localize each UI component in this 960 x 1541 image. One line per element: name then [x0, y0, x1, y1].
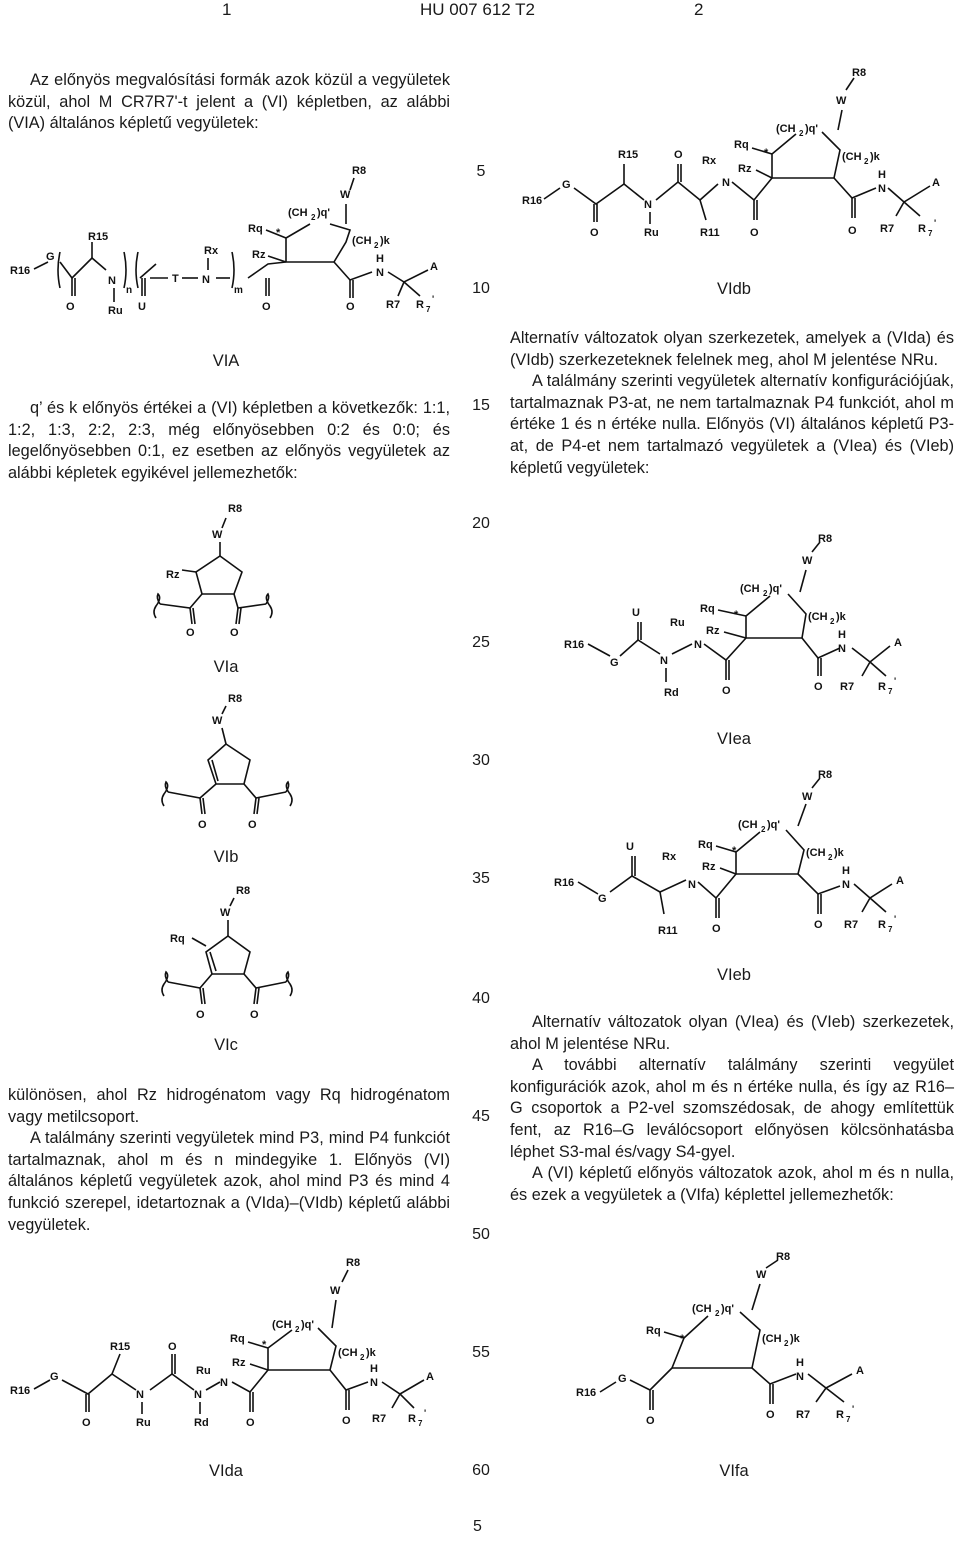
svg-text:T: T — [172, 273, 179, 285]
svg-text:O: O — [198, 819, 207, 831]
svg-text:N: N — [220, 1377, 228, 1389]
svg-text:A: A — [856, 1365, 864, 1377]
svg-text:Rz: Rz — [706, 625, 720, 637]
svg-text:N: N — [136, 1389, 144, 1401]
structure-VIda — [0, 1250, 460, 1440]
svg-text:(CH: (CH — [740, 583, 760, 595]
svg-text:': ' — [424, 1408, 427, 1418]
svg-text:(CH: (CH — [806, 847, 826, 859]
svg-text:)k: )k — [790, 1333, 800, 1345]
svg-text:2: 2 — [799, 129, 804, 138]
svg-text:O: O — [230, 627, 239, 639]
svg-text:H: H — [838, 629, 846, 641]
svg-text:W: W — [220, 907, 231, 919]
line-number: 5 — [476, 163, 486, 180]
svg-text:O: O — [814, 919, 823, 931]
svg-text:A: A — [896, 875, 904, 887]
svg-text:2: 2 — [311, 213, 316, 222]
line-number: 45 — [472, 1108, 490, 1125]
svg-text:': ' — [852, 1404, 855, 1414]
svg-text:': ' — [432, 294, 435, 304]
svg-text:Rz: Rz — [702, 861, 716, 873]
structure-VIeb — [540, 768, 940, 958]
svg-text:*: * — [734, 609, 739, 621]
svg-text:R: R — [416, 299, 424, 311]
svg-text:(CH: (CH — [338, 1347, 358, 1359]
svg-text:W: W — [802, 791, 813, 803]
svg-text:U: U — [626, 841, 634, 853]
svg-text:O: O — [168, 1341, 177, 1353]
svg-text:O: O — [196, 1009, 205, 1021]
svg-text:N: N — [694, 639, 702, 651]
svg-text:N: N — [644, 199, 652, 211]
svg-text:O: O — [346, 301, 355, 313]
svg-text:Ru: Ru — [136, 1417, 151, 1429]
right-page-number: 2 — [694, 0, 704, 19]
svg-text:A: A — [894, 637, 902, 649]
svg-text:Ru: Ru — [644, 227, 659, 239]
svg-text:H: H — [370, 1363, 378, 1375]
svg-text:R7: R7 — [386, 299, 401, 311]
svg-text:(CH: (CH — [842, 151, 862, 163]
structure-VIc — [140, 880, 310, 1028]
line-number: 35 — [472, 870, 490, 887]
paragraph-text: Az előnyös megvalósítási formák azok közül a vegyületek közül, ahol M CR7R7'-t jelent a (VI) képletben, az alábbi (VIA) általános képletű vegyületek: — [8, 71, 450, 133]
svg-text:)q': )q' — [769, 583, 782, 595]
right-paragraph-2 — [510, 1012, 954, 1206]
right-paragraph-1 — [510, 328, 954, 479]
svg-text:H: H — [878, 169, 886, 181]
left-paragraph-2 — [8, 398, 450, 484]
svg-text:O: O — [750, 227, 759, 239]
svg-text:A: A — [426, 1371, 434, 1383]
svg-text:(CH: (CH — [738, 819, 758, 831]
svg-text:W: W — [836, 95, 847, 107]
svg-text:R16: R16 — [554, 877, 575, 889]
svg-text:N: N — [722, 177, 730, 189]
svg-text:R16: R16 — [10, 1385, 31, 1397]
svg-text:(CH: (CH — [692, 1303, 712, 1315]
line-number: 15 — [472, 397, 490, 414]
svg-text:)q': )q' — [767, 819, 780, 831]
svg-text:R8: R8 — [776, 1251, 791, 1263]
paragraph-text: A találmány szerinti vegyületek mind P3, mind P4 funkciót tartalmaznak, ahol m és n mindegyike 1. Előnyös (VI) általános képletű vegyületek azok, ahol mind P3 és mind 4 funkció szerepel, idetartoznak a (VIda)–(VIdb) képletű alábbi vegyületek. — [8, 1129, 450, 1234]
svg-text:R8: R8 — [852, 67, 867, 79]
svg-text:R15: R15 — [88, 231, 109, 243]
svg-text:N: N — [202, 274, 210, 286]
svg-text:R11: R11 — [700, 227, 720, 239]
svg-text:7: 7 — [846, 1415, 851, 1424]
svg-text:Rx: Rx — [662, 851, 677, 863]
svg-text:G: G — [618, 1373, 627, 1385]
svg-text:R15: R15 — [110, 1341, 131, 1353]
svg-text:2: 2 — [374, 241, 379, 250]
structure-VIdb — [500, 60, 960, 250]
svg-text:O: O — [66, 301, 75, 313]
svg-text:U: U — [138, 301, 146, 313]
svg-text:(CH: (CH — [352, 235, 372, 247]
caption-VIfa: VIfa — [719, 1462, 749, 1480]
svg-text:O: O — [590, 227, 599, 239]
svg-text:G: G — [50, 1371, 59, 1383]
paragraph-text: különösen, ahol Rz hidrogénatom vagy Rq hidrogénatom vagy metilcsoport. — [8, 1086, 450, 1126]
svg-text:': ' — [894, 914, 897, 924]
line-number: 25 — [472, 634, 490, 651]
svg-text:R8: R8 — [346, 1257, 361, 1269]
svg-text:)q': )q' — [301, 1319, 314, 1331]
svg-text:(CH: (CH — [776, 123, 796, 135]
svg-text:Rq: Rq — [170, 933, 185, 945]
svg-text:R8: R8 — [352, 165, 367, 177]
caption-VIA: VIA — [212, 352, 240, 370]
svg-text:2: 2 — [761, 825, 766, 834]
caption-VIda: VIda — [209, 1462, 243, 1480]
svg-text:)q': )q' — [805, 123, 818, 135]
svg-text:m: m — [234, 285, 243, 296]
line-number: 50 — [472, 1226, 490, 1243]
svg-text:Rz: Rz — [252, 249, 266, 261]
line-number: 40 — [472, 990, 490, 1007]
paragraph-text: A további alternatív találmány szerinti vegyület konfigurációk azok, ahol m és n értéke nulla, és így az R16–G csoportok a P2-vel szomszédosak, de ahogy említettük fent, az R16–G leválócsoport előnyösen kölcsönhatásba léphet S3-mal és/vagy S4-gyel. — [510, 1056, 954, 1161]
line-number: 10 — [472, 280, 490, 297]
svg-text:A: A — [430, 261, 438, 273]
svg-text:7: 7 — [928, 229, 933, 238]
svg-text:)k: )k — [380, 235, 390, 247]
svg-text:R16: R16 — [576, 1387, 597, 1399]
svg-text:N: N — [370, 1377, 378, 1389]
svg-text:O: O — [848, 225, 857, 237]
paragraph-text: q’ és k előnyös értékei a (VI) képletben a következők: 1:1, 1:2, 1:3, 2:2, 2:3, még előnyösebben 0:2 és 0:0; és legelőnyösebben 0:1, ez esetben az előnyös vegyületek az alábbi képletek egyikével jellemezhetők: — [8, 399, 450, 482]
svg-text:N: N — [194, 1389, 202, 1401]
svg-text:R7: R7 — [372, 1413, 387, 1425]
svg-text:*: * — [732, 845, 737, 857]
left-paragraph-1 — [8, 70, 450, 135]
svg-text:': ' — [934, 218, 937, 228]
svg-text:7: 7 — [418, 1419, 423, 1428]
svg-text:W: W — [212, 715, 223, 727]
svg-text:2: 2 — [828, 853, 833, 862]
svg-text:Rq: Rq — [248, 223, 263, 235]
line-number: 60 — [472, 1462, 490, 1479]
svg-text:R7: R7 — [840, 681, 855, 693]
structure-VIa — [140, 500, 310, 650]
caption-VIa: VIa — [213, 658, 239, 676]
svg-text:R: R — [408, 1413, 416, 1425]
svg-text:7: 7 — [888, 687, 893, 696]
svg-text:O: O — [262, 301, 271, 313]
svg-text:O: O — [814, 681, 823, 693]
svg-text:)k: )k — [366, 1347, 376, 1359]
line-number: 20 — [472, 515, 490, 532]
structure-VIb — [140, 688, 310, 836]
caption-VIdb: VIdb — [717, 280, 751, 298]
svg-text:G: G — [610, 657, 619, 669]
svg-text:R: R — [878, 681, 886, 693]
svg-text:G: G — [46, 251, 55, 263]
svg-text:Ru: Ru — [108, 305, 123, 317]
svg-text:R11: R11 — [658, 925, 678, 937]
paragraph-text: A találmány szerinti vegyületek alternatív konfigurációjúak, tartalmaznak P3-at, ne nem tartalmaznak P4 funkciót, ahol m értéke 1 és n értéke nulla. Előnyös (VI) általános képletű P3-at, de P4-et nem tartalmazó vegyületek a (VIea) és (VIeb) képletű vegyületek: — [510, 372, 954, 477]
svg-text:N: N — [878, 183, 886, 195]
svg-text:Rd: Rd — [664, 687, 679, 699]
svg-text:N: N — [688, 879, 696, 891]
svg-text:7: 7 — [888, 925, 893, 934]
svg-text:Ru: Ru — [670, 617, 685, 629]
svg-text:H: H — [842, 865, 850, 877]
svg-text:N: N — [660, 655, 668, 667]
svg-text:R8: R8 — [236, 885, 251, 897]
svg-text:W: W — [330, 1285, 341, 1297]
svg-text:*: * — [680, 1333, 685, 1345]
svg-text:W: W — [802, 555, 813, 567]
svg-text:O: O — [186, 627, 195, 639]
svg-text:(CH: (CH — [288, 207, 308, 219]
svg-text:R: R — [878, 919, 886, 931]
svg-text:H: H — [376, 253, 384, 265]
svg-text:R16: R16 — [10, 265, 31, 277]
caption-VIc: VIc — [214, 1036, 238, 1054]
svg-text:O: O — [82, 1417, 91, 1429]
svg-text:*: * — [262, 1339, 267, 1351]
svg-text:)k: )k — [870, 151, 880, 163]
line-number: 55 — [472, 1344, 490, 1361]
svg-text:R8: R8 — [818, 533, 833, 545]
svg-text:G: G — [598, 893, 607, 905]
svg-text:N: N — [108, 275, 116, 287]
svg-text:O: O — [674, 149, 683, 161]
svg-text:2: 2 — [784, 1339, 789, 1348]
svg-text:R8: R8 — [228, 693, 243, 705]
svg-text:2: 2 — [295, 1325, 300, 1334]
svg-text:Rq: Rq — [698, 839, 713, 851]
svg-text:Rq: Rq — [700, 603, 715, 615]
svg-text:R7: R7 — [796, 1409, 811, 1421]
svg-text:Rz: Rz — [232, 1357, 246, 1369]
svg-text:Ru: Ru — [196, 1365, 211, 1377]
svg-text:N: N — [838, 643, 846, 655]
svg-text:R16: R16 — [522, 195, 543, 207]
paragraph-text: Alternatív változatok olyan szerkezetek, amelyek a (VIda) és (VIdb) szerkezeteknek felelnek meg, ahol M jelentése NRu. — [510, 329, 954, 369]
left-paragraph-3 — [8, 1085, 450, 1236]
svg-text:(CH: (CH — [762, 1333, 782, 1345]
svg-text:Rq: Rq — [734, 139, 749, 151]
svg-text:)k: )k — [834, 847, 844, 859]
svg-text:2: 2 — [715, 1309, 720, 1318]
svg-text:W: W — [212, 529, 223, 541]
svg-text:)q': )q' — [721, 1303, 734, 1315]
caption-VIea: VIea — [717, 730, 751, 748]
left-page-number: 1 — [222, 0, 232, 19]
svg-text:R16: R16 — [564, 639, 585, 651]
svg-text:R8: R8 — [228, 503, 243, 515]
paragraph-text: A (VI) képletű előnyös változatok azok, ahol m és n nulla, és ezek a vegyületek a (VIfa) képlettel jellemezhetők: — [510, 1164, 954, 1204]
svg-text:Rx: Rx — [702, 155, 717, 167]
svg-text:n: n — [126, 285, 133, 296]
svg-text:W: W — [340, 189, 351, 201]
svg-text:O: O — [722, 685, 731, 697]
svg-text:U: U — [632, 607, 640, 619]
svg-text:R7: R7 — [844, 919, 859, 931]
svg-text:Rz: Rz — [166, 569, 180, 581]
svg-text:Rz: Rz — [738, 163, 752, 175]
paragraph-text: Alternatív változatok olyan (VIea) és (VIeb) szerkezetek, ahol M jelentése NRu. — [510, 1013, 954, 1053]
svg-text:Rx: Rx — [204, 245, 219, 257]
line-number: 30 — [472, 752, 490, 769]
svg-text:O: O — [646, 1415, 655, 1427]
svg-text:O: O — [342, 1415, 351, 1427]
svg-text:N: N — [842, 879, 850, 891]
caption-VIeb: VIeb — [717, 966, 751, 984]
svg-text:)q': )q' — [317, 207, 330, 219]
svg-text:7: 7 — [426, 305, 431, 314]
svg-text:*: * — [764, 147, 769, 159]
svg-text:O: O — [248, 819, 257, 831]
svg-text:O: O — [250, 1009, 259, 1021]
svg-text:R: R — [918, 223, 926, 235]
document-id: HU 007 612 T2 — [420, 0, 535, 19]
svg-text:R8: R8 — [818, 769, 833, 781]
svg-text:R15: R15 — [618, 149, 639, 161]
svg-text:O: O — [766, 1409, 775, 1421]
svg-text:(CH: (CH — [272, 1319, 292, 1331]
svg-text:)k: )k — [836, 611, 846, 623]
svg-text:2: 2 — [864, 157, 869, 166]
svg-text:O: O — [246, 1417, 255, 1429]
svg-text:Rq: Rq — [646, 1325, 661, 1337]
svg-text:O: O — [712, 923, 721, 935]
svg-text:W: W — [756, 1269, 767, 1281]
structure-VIea — [540, 530, 940, 720]
svg-text:Rq: Rq — [230, 1333, 245, 1345]
structure-VIfa — [560, 1250, 940, 1440]
svg-text:R7: R7 — [880, 223, 895, 235]
svg-text:A: A — [932, 177, 940, 189]
footer-page-number: 5 — [473, 1518, 482, 1535]
svg-text:N: N — [796, 1371, 804, 1383]
svg-text:N: N — [376, 267, 384, 279]
svg-text:Rd: Rd — [194, 1417, 209, 1429]
svg-text:2: 2 — [360, 1353, 365, 1362]
svg-text:2: 2 — [763, 589, 768, 598]
svg-text:G: G — [562, 179, 571, 191]
svg-text:H: H — [796, 1357, 804, 1369]
svg-text:(CH: (CH — [808, 611, 828, 623]
svg-text:R: R — [836, 1409, 844, 1421]
caption-VIb: VIb — [213, 848, 239, 866]
svg-text:*: * — [276, 227, 281, 239]
svg-text:2: 2 — [830, 617, 835, 626]
svg-text:': ' — [894, 676, 897, 686]
structure-VIA — [0, 150, 460, 330]
